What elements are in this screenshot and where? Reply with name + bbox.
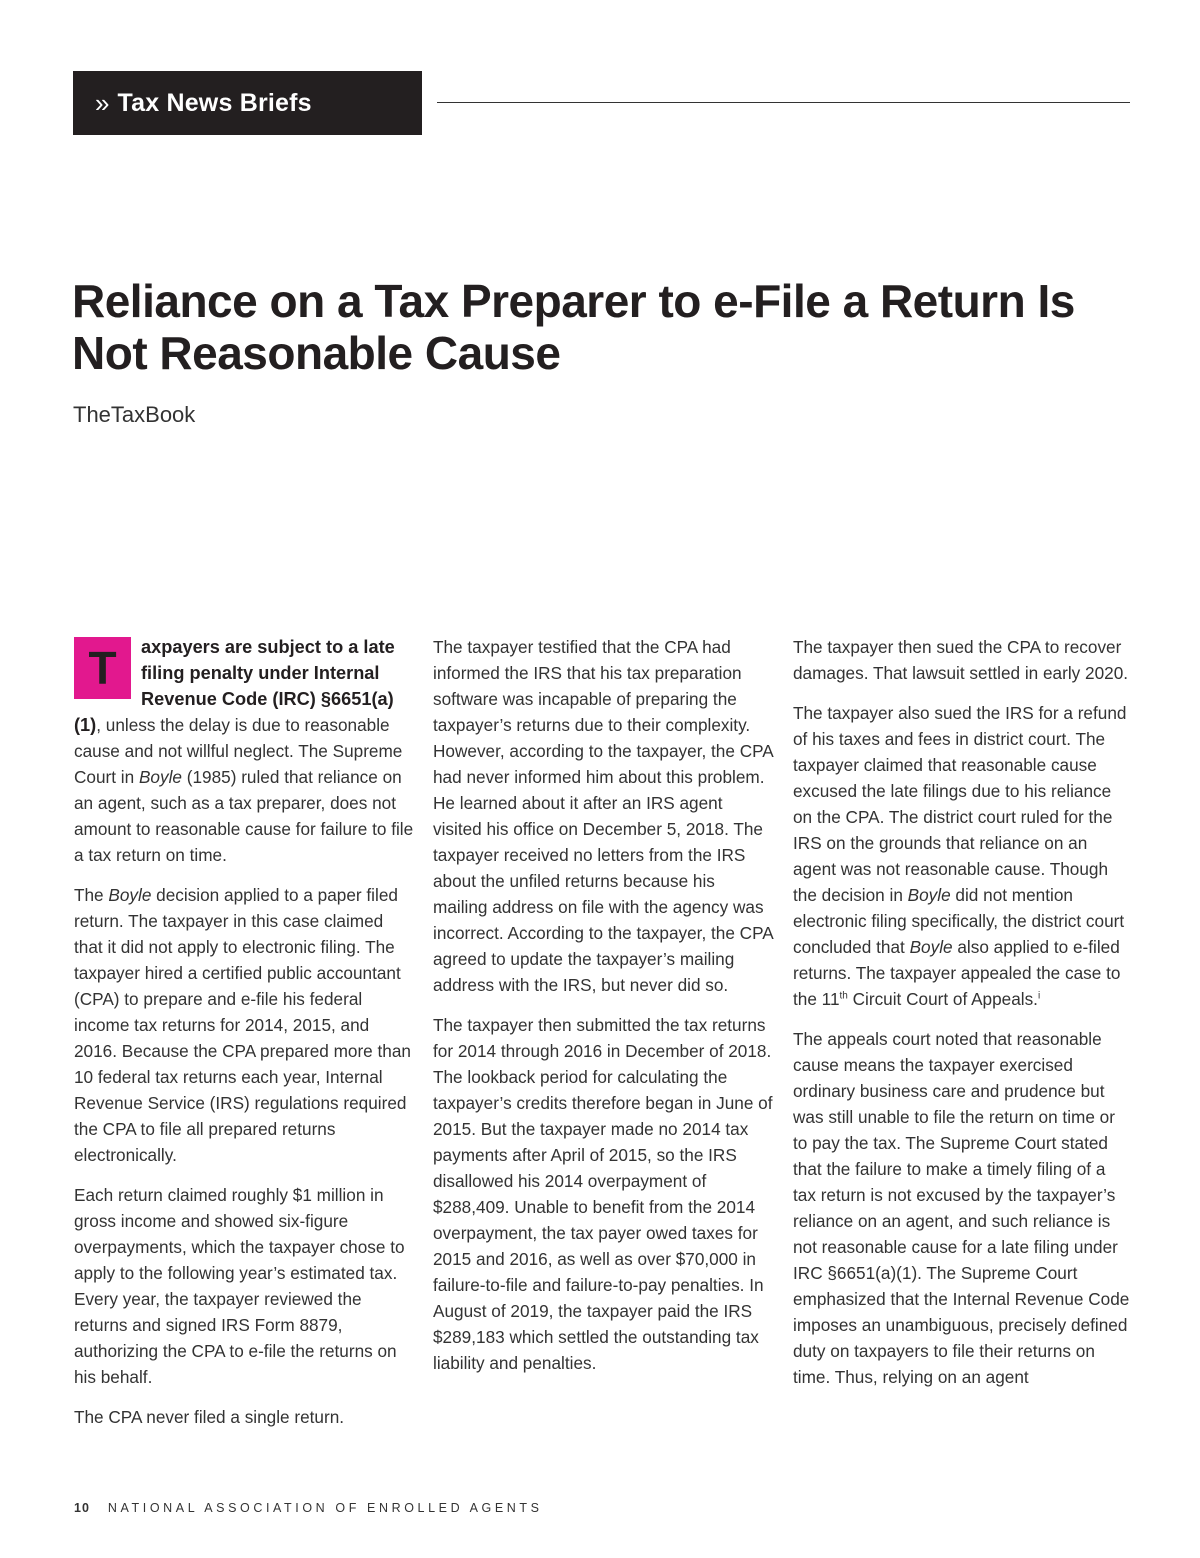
column-1 xyxy=(74,634,414,1444)
paragraph-returns-claimed: Each return claimed roughly $1 million in gross income and showed six-figure overpayments, which the taxpayer chose to apply to the following year’s estimated tax. Every year, the taxpayer reviewed the returns and signed IRS Form 8879, authorizing the CPA to e-file the returns on his behalf. xyxy=(74,1185,405,1387)
text-run: The xyxy=(74,885,109,905)
paragraph-taxpayer-testified: The taxpayer testified that the CPA had informed the IRS that his tax preparation software was incapable of preparing the taxpayer’s returns due to their complexity. However, according to the taxpayer, the CPA had never informed him about this problem. He learned about it after an IRS agent visited his office on December 5, 2018. The taxpayer received no letters from the IRS about the unfiled returns because his mailing address on file with the agency was incorrect. According to the taxpayer, the CPA agreed to update the taxpayer’s mailing address with the IRS, but never did so. xyxy=(433,637,773,995)
paragraph-sued-cpa: The taxpayer then sued the CPA to recover damages. That lawsuit settled in early 2020. xyxy=(793,637,1129,683)
text-run: decision applied to a paper filed return. The taxpayer in this case claimed that it did not apply to electronic filing. The taxpayer hired a certified public accountant (CPA) to prepare and e-file his federal income tax returns for 2014, 2015, and 2016. Because the CPA prepared more than 10 federal tax returns each year, Internal Revenue Service (IRS) regulations required the CPA to file all prepared returns electronically. xyxy=(74,885,411,1165)
article-title: Reliance on a Tax Preparer to e-File a Return Is Not Reasonable Cause xyxy=(72,275,1075,379)
column-2 xyxy=(433,634,773,1390)
page-footer xyxy=(74,1501,543,1515)
paragraph-cpa-never-filed: The CPA never filed a single return. xyxy=(74,1407,345,1427)
chevron-right-icon: » xyxy=(95,88,110,118)
page-number: 10 xyxy=(74,1501,90,1515)
ordinal-superscript: th xyxy=(839,990,848,1002)
paragraph-appeals-court: The appeals court noted that reasonable cause means the taxpayer exercised ordinary business care and prudence but was still unable to file the return on time or to pay the tax. The Supreme Court stated that the failure to make a timely filing of a tax return is not excused by the taxpayer’s reliance on an agent, and such reliance is not reasonable cause for a late filing under IRC §6651(a)(1). The Supreme Court emphasized that the Internal Revenue Code imposes an unambiguous, precisely defined duty on taxpayers to file their returns on time. Thus, relying on an agent xyxy=(793,1029,1130,1387)
paragraph-sued-irs xyxy=(793,700,1133,1012)
lead-bold-text: axpayers are subject to a late filing penalty under Internal Revenue Code (IRC) §6651(a)(1) xyxy=(74,637,395,735)
case-name-italic: Boyle xyxy=(907,885,951,905)
case-name-italic: Boyle xyxy=(108,885,152,905)
case-name-italic: Boyle xyxy=(138,767,182,787)
endnote-marker[interactable]: i xyxy=(1037,990,1041,1002)
section-title: Tax News Briefs xyxy=(117,88,312,117)
lead-text-b: (1985) ruled that reliance on an agent, such as a tax preparer, does not amount to reasonable cause for failure to file a tax return on time. xyxy=(74,767,414,865)
text-run: Circuit Court of Appeals. xyxy=(847,989,1038,1009)
column-3 xyxy=(793,634,1133,1404)
drop-cap: T xyxy=(74,637,131,699)
publication-name: NATIONAL ASSOCIATION OF ENROLLED AGENTS xyxy=(107,1501,543,1515)
paragraph-returns-submitted: The taxpayer then submitted the tax returns for 2014 through 2016 in December of 2018. The lookback period for calculating the taxpayer’s credits therefore began in June of 2015. But the taxpayer made no 2014 tax payments after April of 2015, so the IRS disallowed his 2014 overpayment of $288,409. Unable to benefit from the 2014 overpayment, the tax payer owed taxes for 2015 and 2016, as well as over $70,000 in failure-to-file and failure-to-pay penalties. In August of 2019, the taxpayer paid the IRS $289,183 which settled the outstanding tax liability and penalties. xyxy=(433,1015,773,1373)
article-byline: TheTaxBook xyxy=(73,402,196,427)
text-run: also applied to e-filed returns. The taxpayer appealed the case to the 11 xyxy=(793,937,1121,1009)
case-name-italic: Boyle xyxy=(909,937,953,957)
paragraph-boyle-paper xyxy=(74,882,414,1168)
header-divider xyxy=(437,102,1130,103)
text-run: The taxpayer also sued the IRS for a refund of his taxes and fees in district court. The taxpayer claimed that reasonable cause excused the late filings due to his reliance on the CPA. The district court ruled for the IRS on the grounds that reliance on an agent was not reasonable cause. Though the decision in xyxy=(793,703,1127,905)
paragraph-lead xyxy=(74,634,414,868)
lead-text-a: , unless the delay is due to reasonable cause and not willful neglect. The Supreme Court in xyxy=(74,715,403,787)
text-run: did not mention electronic filing specifically, the district court concluded that xyxy=(793,885,1125,957)
section-header-bar xyxy=(73,71,422,135)
